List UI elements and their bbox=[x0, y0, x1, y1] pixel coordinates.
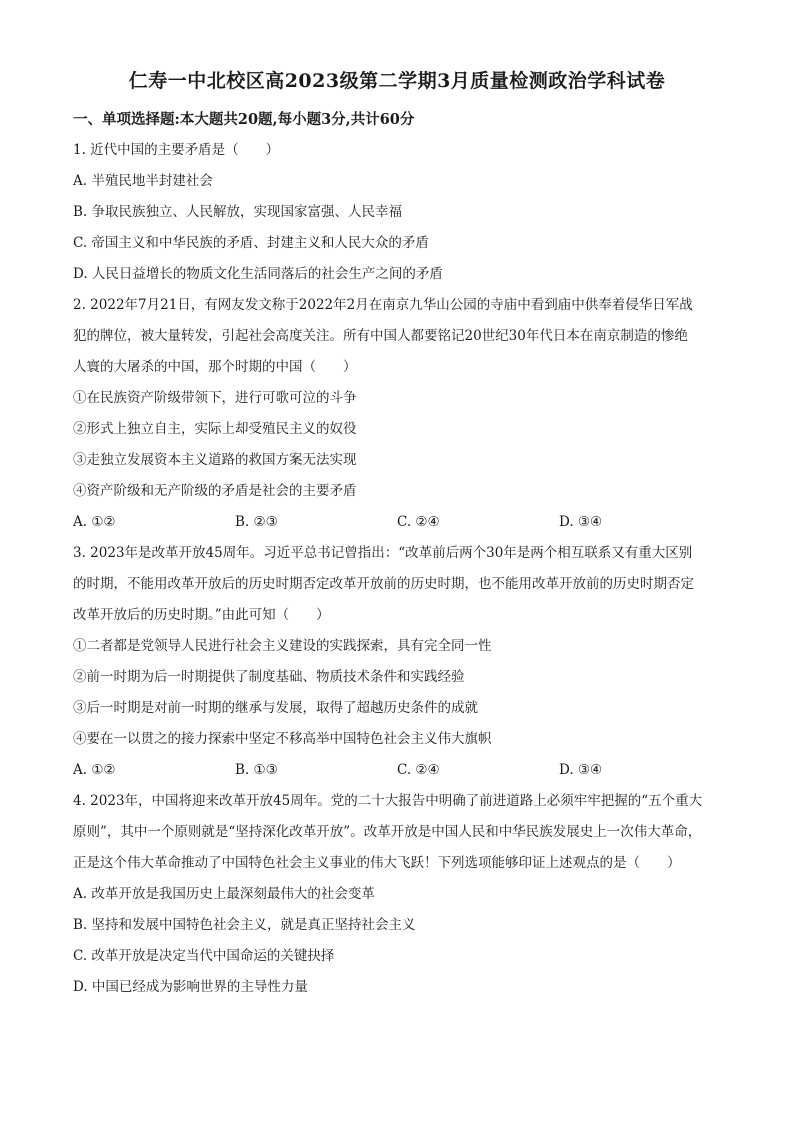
question-stem: 正是这个伟大革命推动了中国特色社会主义事业的伟大飞跃！下列选项能够印证上述观点的是（ ） bbox=[73, 855, 681, 871]
option-a: A. ①② bbox=[73, 514, 116, 530]
choice-d: D. 人民日益增长的物质文化生活同落后的社会生产之间的矛盾 bbox=[73, 266, 443, 282]
statement-2: ②前一时期为后一时期提供了制度基础、物质技术条件和实践经验 bbox=[73, 669, 465, 685]
option-d: D. ③④ bbox=[559, 514, 603, 530]
option-b: B. ①③ bbox=[235, 762, 278, 778]
question-stem: 人寰的大屠杀的中国，那个时期的中国（ ） bbox=[73, 359, 357, 375]
answer-options bbox=[73, 760, 734, 791]
choice-b: B. 争取民族独立、人民解放，实现国家富强、人民幸福 bbox=[73, 204, 403, 220]
question-stem: 犯的牌位，被大量转发，引起社会高度关注。所有中国人都要铭记20世纪30年代日本在南京制造的惨绝 bbox=[73, 328, 688, 344]
answer-options bbox=[73, 512, 734, 543]
section-heading: 一、单项选择题:本大题共20题,每小题3分,共计60分 bbox=[73, 111, 415, 128]
option-b: B. ②③ bbox=[235, 514, 278, 530]
exam-title: 仁寿一中北校区高2023级第二学期3月质量检测政治学科试卷 bbox=[128, 70, 666, 92]
statement-2: ②形式上独立自主，实际上却受殖民主义的奴役 bbox=[73, 421, 357, 437]
question-3 bbox=[73, 543, 734, 791]
option-c: C. ②④ bbox=[397, 762, 440, 778]
question-list bbox=[73, 140, 734, 1008]
option-c: C. ②④ bbox=[397, 514, 440, 530]
statement-3: ③后一时期是对前一时期的继承与发展，取得了超越历史条件的成就 bbox=[73, 700, 478, 716]
statement-4: ④资产阶级和无产阶级的矛盾是社会的主要矛盾 bbox=[73, 483, 357, 499]
statement-1: ①二者都是党领导人民进行社会主义建设的实践探索，具有完全同一性 bbox=[73, 638, 492, 654]
question-stem: 的时期，不能用改革开放后的历史时期否定改革开放前的历史时期，也不能用改革开放前的历史时期否定 bbox=[73, 576, 694, 592]
question-1 bbox=[73, 140, 734, 295]
question-2 bbox=[73, 295, 734, 543]
option-a: A. ①② bbox=[73, 762, 116, 778]
question-stem: 2. 2022年7月21日，有网友发文称于2022年2月在南京九华山公园的寺庙中看到庙中供奉着侵华日军战 bbox=[73, 297, 693, 313]
choice-c: C. 改革开放是决定当代中国命运的关键抉择 bbox=[73, 948, 335, 964]
choice-b: B. 坚持和发展中国特色社会主义，就是真正坚持社会主义 bbox=[73, 917, 416, 933]
question-stem: 改革开放后的历史时期。”由此可知（ ） bbox=[73, 607, 330, 623]
question-stem: 4. 2023年，中国将迎来改革开放45周年。党的二十大报告中明确了前进道路上必须牢牢把握的“五个重大 bbox=[73, 793, 703, 809]
option-d: D. ③④ bbox=[559, 762, 603, 778]
choice-c: C. 帝国主义和中华民族的矛盾、封建主义和人民大众的矛盾 bbox=[73, 235, 429, 251]
statement-3: ③走独立发展资本主义道路的救国方案无法实现 bbox=[73, 452, 357, 468]
question-4 bbox=[73, 791, 734, 1008]
question-stem: 1. 近代中国的主要矛盾是（ ） bbox=[73, 142, 280, 158]
choice-a: A. 半殖民地半封建社会 bbox=[73, 173, 213, 189]
statement-4: ④要在一以贯之的接力探索中坚定不移高举中国特色社会主义伟大旗帜 bbox=[73, 731, 492, 747]
question-stem: 原则”，其中一个原则就是“坚持深化改革开放”。改革开放是中国人民和中华民族发展史上一次伟大革命， bbox=[73, 824, 702, 840]
choice-d: D. 中国已经成为影响世界的主导性力量 bbox=[73, 979, 308, 995]
question-stem: 3. 2023年是改革开放45周年。习近平总书记曾指出：“改革前后两个30年是两个相互联系又有重大区别 bbox=[73, 545, 693, 561]
statement-1: ①在民族资产阶级带领下，进行可歌可泣的斗争 bbox=[73, 390, 357, 406]
choice-a: A. 改革开放是我国历史上最深刻最伟大的社会变革 bbox=[73, 886, 375, 902]
